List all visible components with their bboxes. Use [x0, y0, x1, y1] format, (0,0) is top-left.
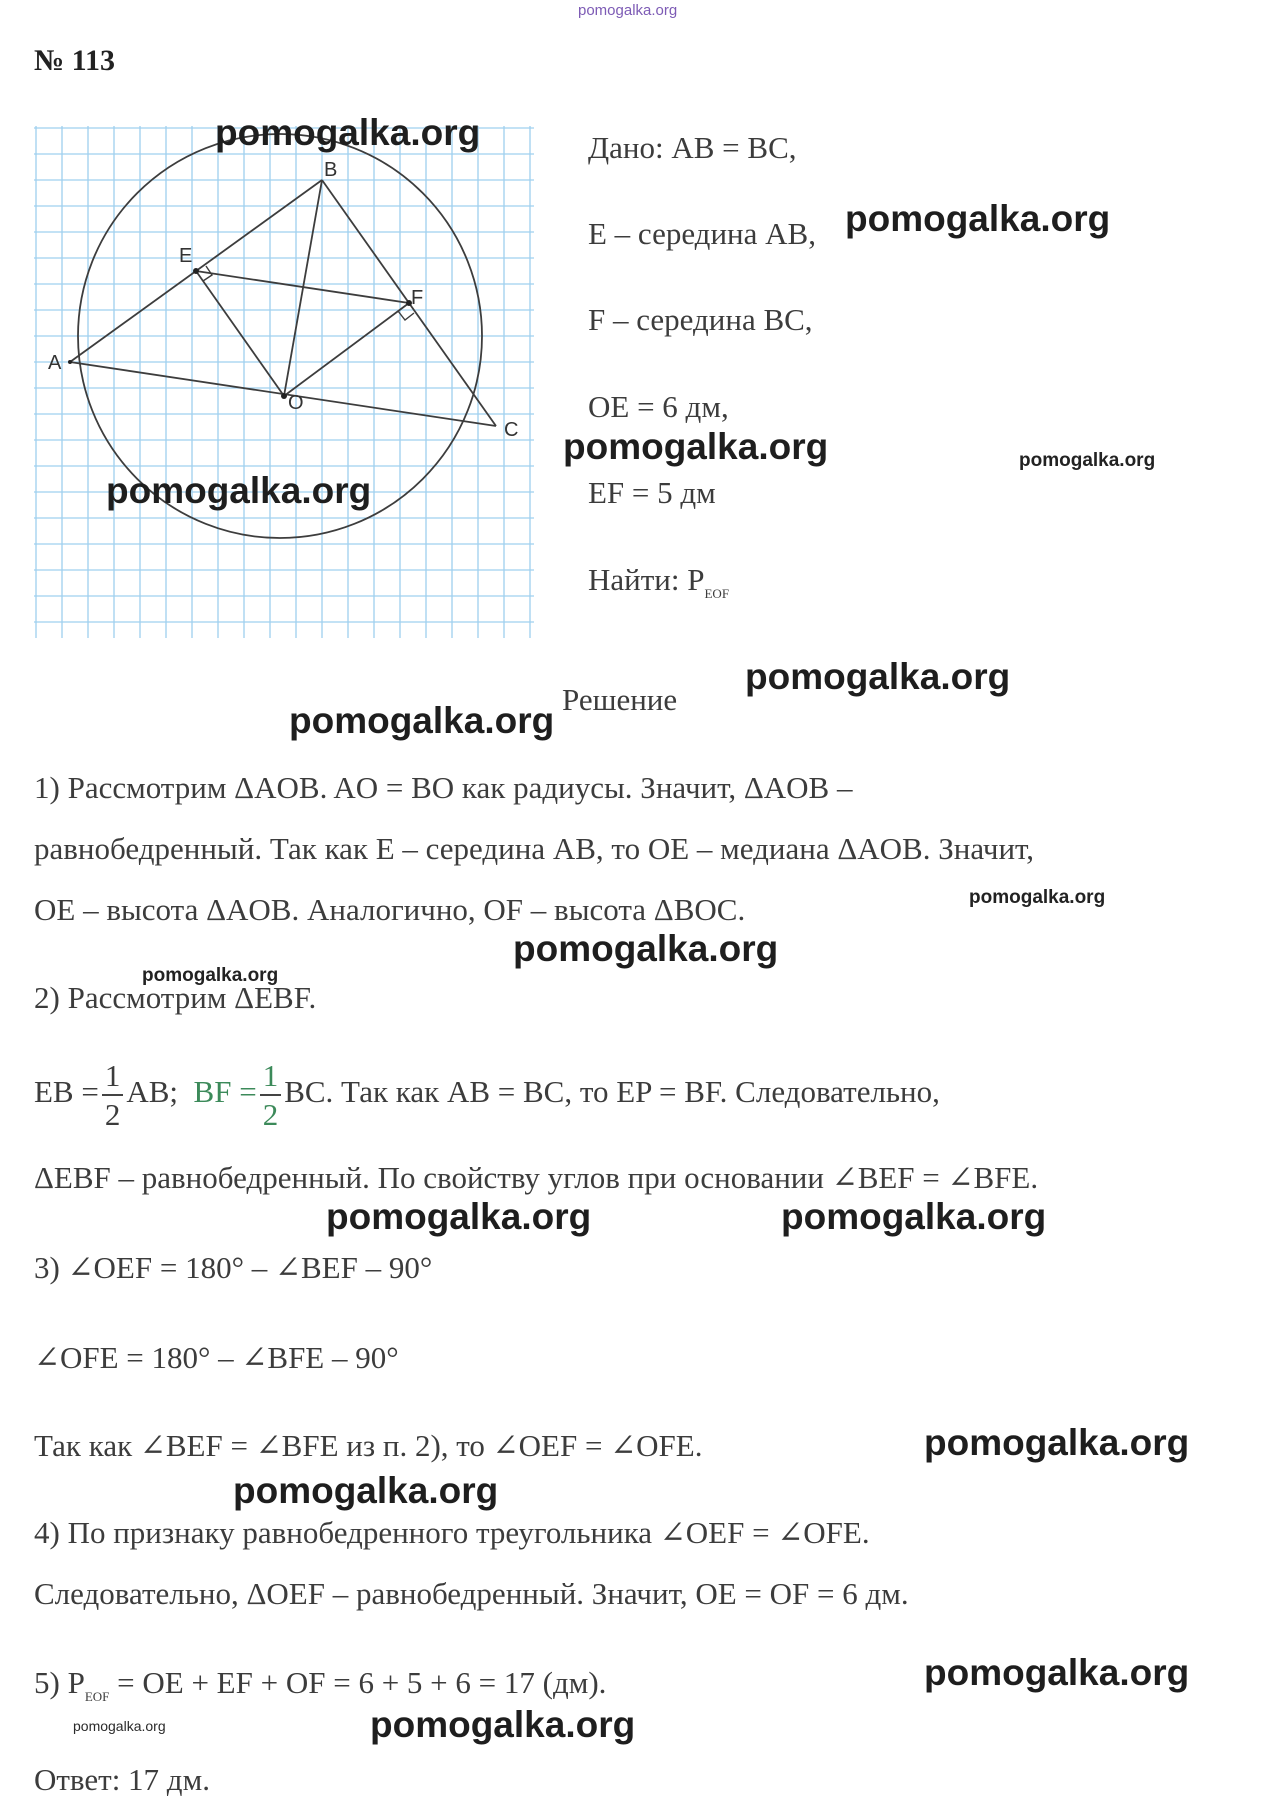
- segment-ef: [196, 271, 409, 303]
- point-e: [193, 268, 199, 274]
- step1-line3: OE – высота ΔAOB. Аналогично, OF – высота ΔBOC.: [34, 892, 746, 927]
- watermark: pomogalka.org: [969, 887, 1106, 908]
- given-line-1: Дано: AB = BC,: [588, 130, 797, 165]
- given-line-3: F – середина BC,: [588, 302, 813, 337]
- watermark: pomogalka.org: [781, 1196, 1047, 1237]
- find-prefix: Найти: P: [588, 562, 705, 597]
- grid-lines: [34, 126, 534, 638]
- problem-number: № 113: [34, 44, 115, 77]
- find-subscript: EOF: [704, 586, 730, 601]
- fraction-half-1: $\frac{1}{2}$: [102, 1060, 124, 1130]
- label-o: O: [288, 392, 304, 414]
- label-f: F: [411, 287, 424, 309]
- segment-bo: [284, 180, 322, 396]
- watermark: pomogalka.org: [924, 1422, 1190, 1463]
- label-e: E: [179, 245, 193, 267]
- step2-line1: 2) Рассмотрим ΔEBF.: [34, 980, 317, 1015]
- answer-line: Ответ: 17 дм.: [34, 1762, 210, 1797]
- given-line-2: E – середина AB,: [588, 216, 816, 251]
- point-o: [281, 393, 287, 399]
- right-angle-marks: [203, 266, 414, 320]
- step5-prefix: 5) P: [34, 1665, 85, 1700]
- label-b: B: [324, 159, 338, 181]
- triangle-lines: [70, 180, 496, 426]
- step3-line1: 3) ∠OEF = 180° – ∠BEF – 90°: [34, 1250, 433, 1285]
- watermark: pomogalka.org: [233, 1470, 499, 1511]
- watermark: pomogalka.org: [563, 426, 829, 467]
- step1-line1: 1) Рассмотрим ΔAOB. AO = BO как радиусы. Значит, ΔAOB –: [34, 770, 853, 805]
- watermark: pomogalka.org: [142, 965, 279, 986]
- step5-rest: = OE + EF + OF = 6 + 5 + 6 = 17 (дм).: [109, 1665, 607, 1700]
- watermark: pomogalka.org: [745, 656, 1011, 697]
- step2-rest: BC. Так как AB = BC, то EP = BF. Следовательно,: [284, 1074, 940, 1110]
- watermark: pomogalka.org: [845, 198, 1111, 239]
- geometry-figure: [34, 126, 544, 646]
- step4-line1: 4) По признаку равнобедренного треугольника ∠OEF = ∠OFE.: [34, 1515, 870, 1550]
- segment-eo: [196, 271, 284, 396]
- label-a: A: [48, 352, 62, 374]
- ab-label: AB;: [126, 1074, 179, 1110]
- step4-line2: Следовательно, ΔOEF – равнобедренный. Значит, OE = OF = 6 дм.: [34, 1576, 909, 1611]
- watermark: pomogalka.org: [289, 700, 555, 741]
- label-c: C: [504, 419, 519, 441]
- watermark: pomogalka.org: [326, 1196, 592, 1237]
- bf-eq: BF =: [193, 1074, 257, 1110]
- step2-line2: [34, 1060, 940, 1130]
- watermark: pomogalka.org: [1019, 450, 1156, 471]
- watermark: pomogalka.org: [370, 1704, 636, 1745]
- watermark: pomogalka.org: [215, 112, 481, 153]
- step3-line2: ∠OFE = 180° – ∠BFE – 90°: [34, 1340, 399, 1375]
- given-line-4: OE = 6 дм,: [588, 389, 729, 424]
- fraction-half-2: $\frac{1}{2}$: [260, 1060, 282, 1130]
- segment-fo: [284, 303, 409, 396]
- step2-line3: ΔEBF – равнобедренный. По свойству углов при основании ∠BEF = ∠BFE.: [34, 1160, 1039, 1195]
- find-line: [588, 562, 729, 602]
- eb-eq: EB =: [34, 1074, 99, 1110]
- step1-line2: равнобедренный. Так как E – середина AB, то OE – медиана ΔAOB. Значит,: [34, 831, 1035, 866]
- watermark: pomogalka.org: [106, 470, 372, 511]
- given-line-5: EF = 5 дм: [588, 475, 716, 510]
- site-header-watermark: pomogalka.org: [578, 2, 678, 19]
- point-a: [68, 360, 72, 364]
- step5-line: [34, 1665, 606, 1705]
- step3-line3: Так как ∠BEF = ∠BFE из п. 2), то ∠OEF = ∠OFE.: [34, 1428, 703, 1463]
- watermark: pomogalka.org: [73, 1718, 166, 1734]
- solution-title: Решение: [562, 682, 678, 717]
- watermark: pomogalka.org: [513, 928, 779, 969]
- watermark: pomogalka.org: [924, 1652, 1190, 1693]
- step5-subscript: EOF: [84, 1689, 110, 1704]
